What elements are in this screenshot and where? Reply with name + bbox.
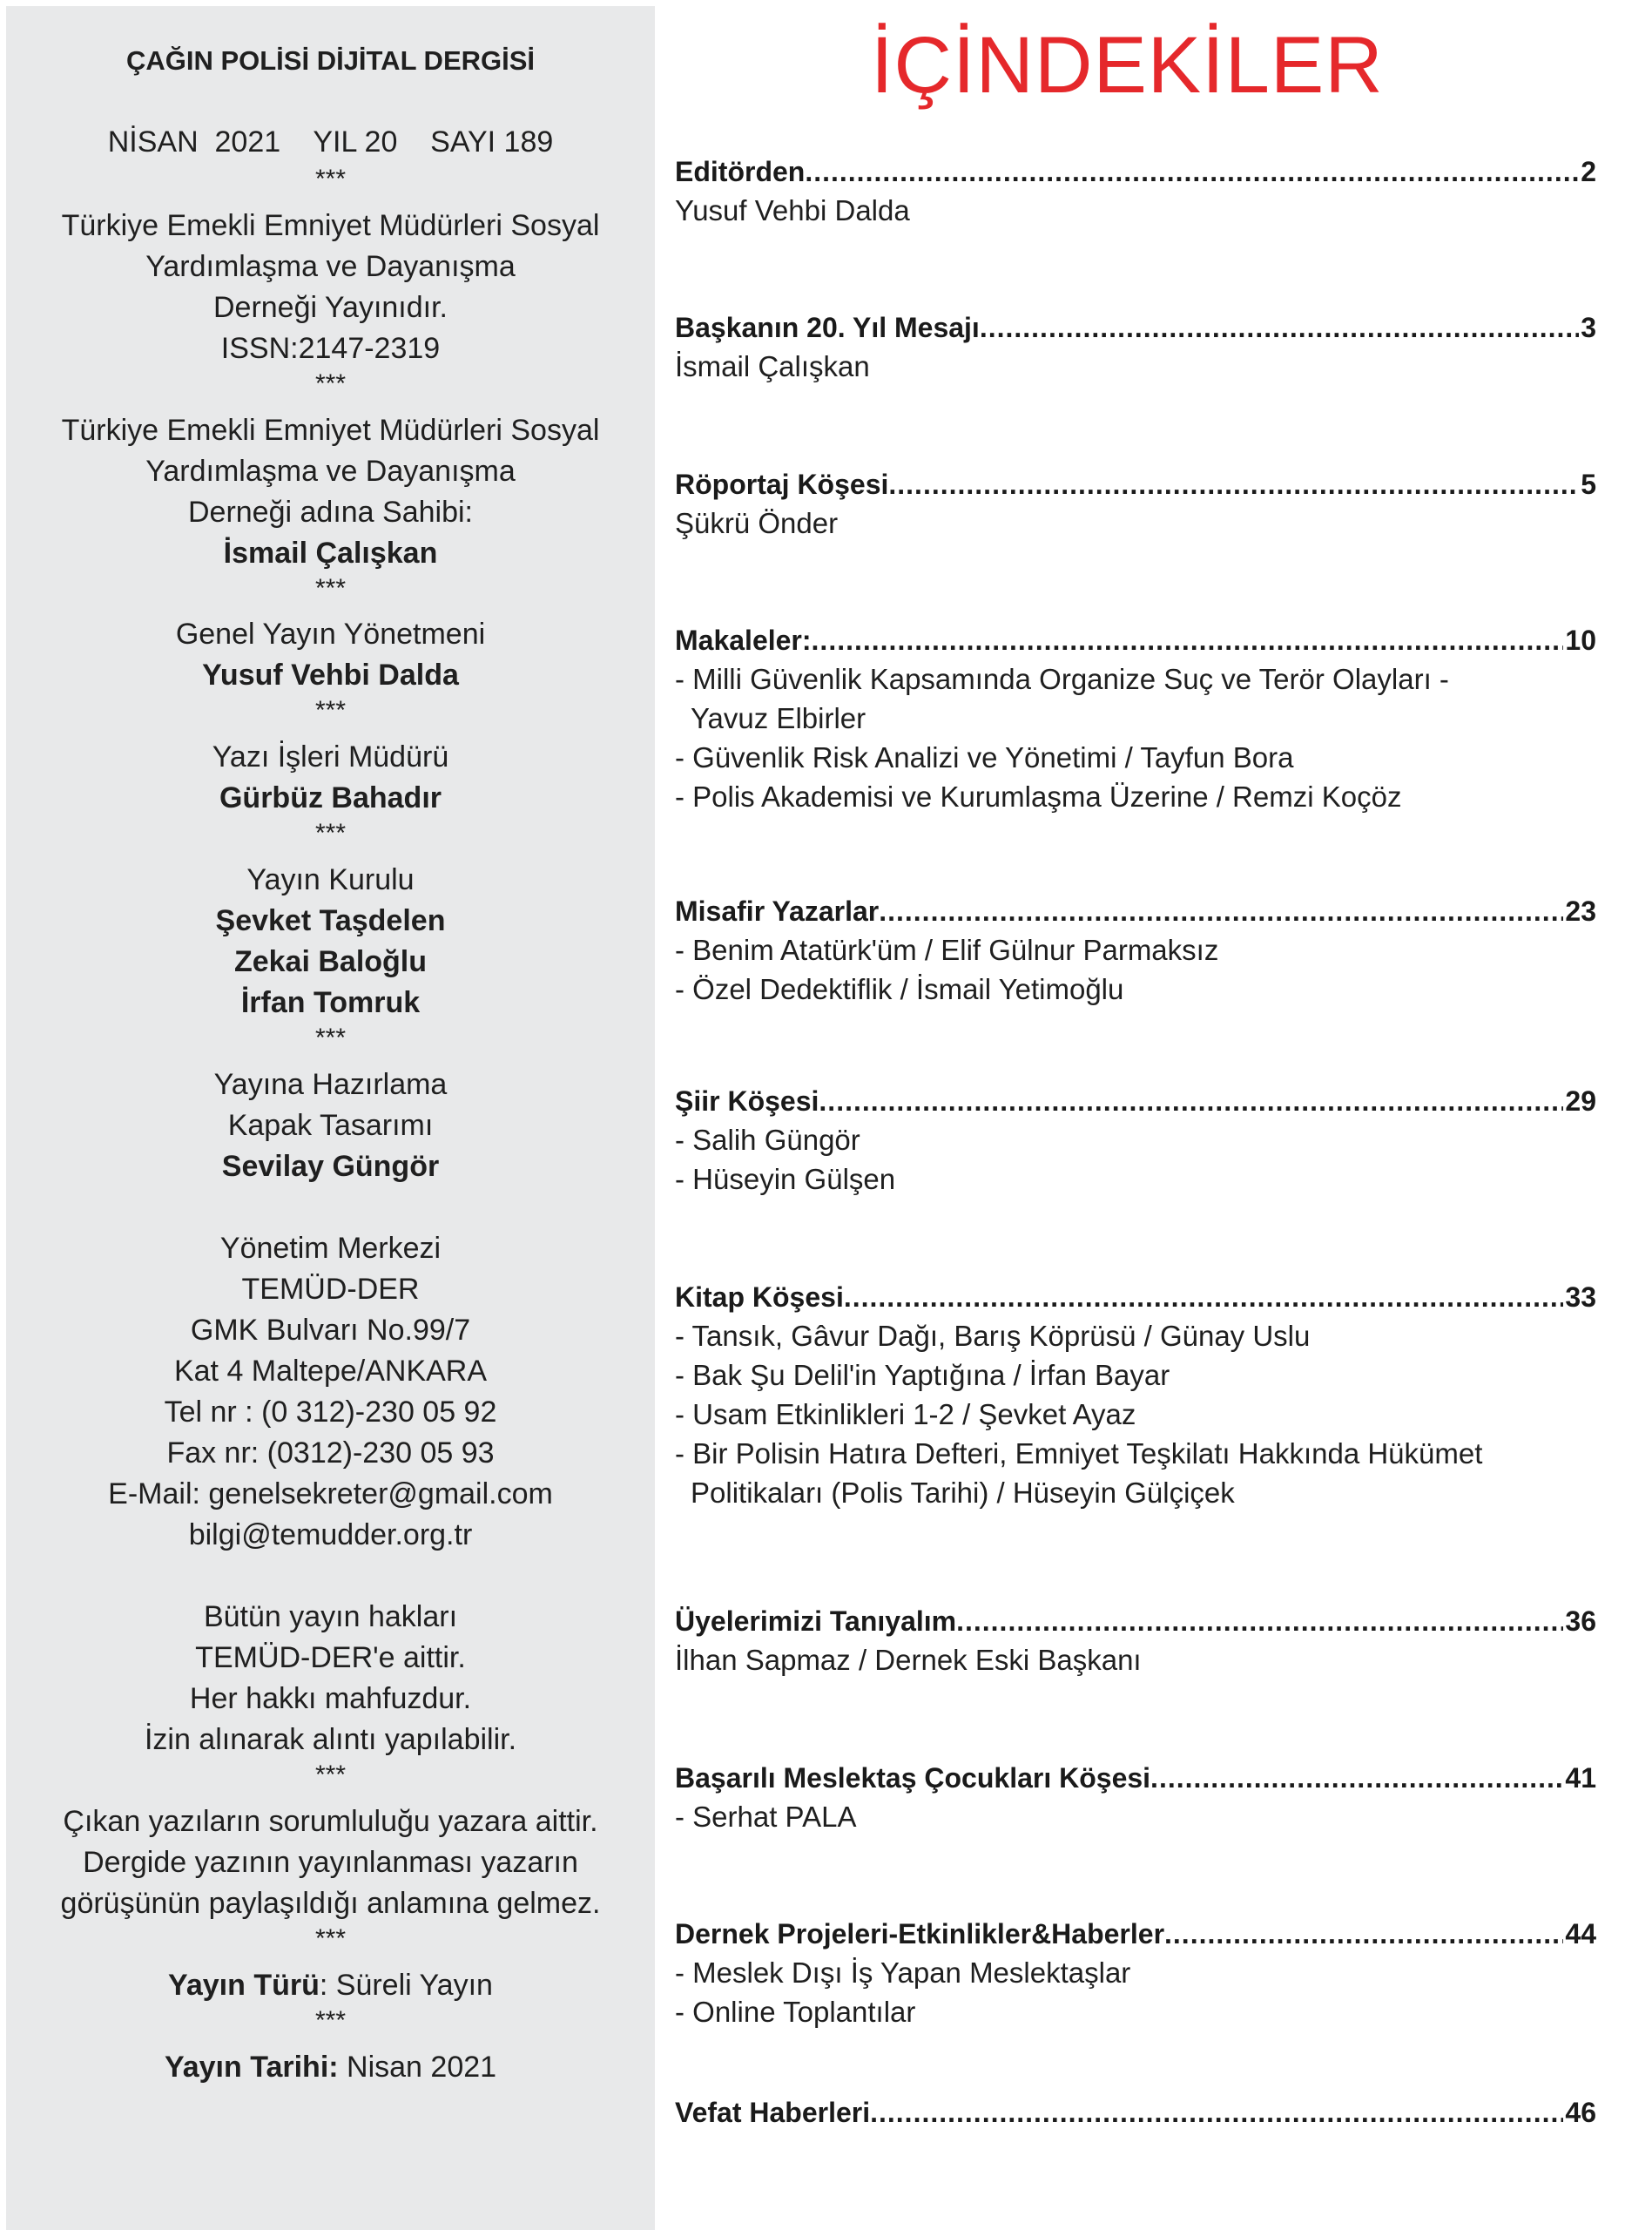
publication-type-value: : Süreli Yayın [319,1969,493,2002]
publication-type-label: Yayın Türü [168,1969,320,2002]
toc-entry-heading [675,465,1596,503]
separator: *** [314,819,347,848]
toc-page-number: 2 [1581,156,1596,187]
toc-entry-title: Kitap Köşesi [675,1281,844,1313]
toc-entry [675,621,1596,816]
toc-entry-subitem: - Bak Şu Delil'in Yaptığına / İrfan Bayar [675,1359,1170,1391]
toc-page-number: 36 [1565,1605,1596,1637]
issue-line: NİSAN 2021 YIL 20 SAYI 189 [107,125,554,159]
publication-type [6,1968,655,2003]
toc-entry [675,1602,1596,1679]
toc-entry-heading [675,892,1596,930]
toc-page-number: 5 [1581,469,1596,500]
managing-name: Gürbüz Bahadır [219,781,442,814]
toc-entry-subitem: - Hüseyin Gülşen [675,1163,896,1195]
toc-leader-dots [844,1278,1564,1316]
toc-entry-heading [675,152,1596,191]
rights-line: TEMÜD-DER'e aittir. [195,1641,466,1674]
separator: *** [314,2006,347,2035]
separator: *** [314,369,347,398]
toc-entry-subitem: Yavuz Elbirler [691,702,866,734]
owner-name: İsmail Çalışkan [223,537,438,570]
toc-leader-dots [870,2093,1563,2132]
toc-entry-subitem: Politikaları (Polis Tarihi) / Hüseyin Gülçiçek [691,1477,1235,1509]
toc-entry [675,152,1596,230]
toc-entry-subitem: - Benim Atatürk'üm / Elif Gülnur Parmaksız [675,934,1219,966]
toc-entry-subitem: - Serhat PALA [675,1801,857,1833]
toc-page-number: 29 [1565,1085,1596,1117]
toc-entry-title: Editörden [675,156,806,187]
address-line: GMK Bulvarı No.99/7 [190,1314,471,1347]
toc-entry [675,2093,1596,2132]
toc-entry-title: Başarılı Meslektaş Çocukları Köşesi [675,1762,1151,1794]
prep-role: Kapak Tasarımı [227,1109,434,1142]
publication-date-label: Yayın Tarihi: [164,2051,339,2084]
toc-leader-dots [879,892,1563,930]
toc-entry-subitem: - Meslek Dışı İş Yapan Meslektaşlar [675,1956,1131,1989]
toc-entry-title: Makaleler: [675,625,812,656]
toc-entry-title: Vefat Haberleri [675,2097,871,2128]
toc-leader-dots [819,1082,1563,1120]
toc-entry-subitem: - Salih Güngör [675,1124,860,1156]
toc-entry-subitem: - Online Toplantılar [675,1996,916,2028]
toc-page-number: 46 [1565,2097,1596,2128]
toc-entry [675,892,1596,1009]
owner-line: Yardımlaşma ve Dayanışma [145,455,516,488]
prep-name: Sevilay Güngör [221,1150,440,1183]
fax-line: Fax nr: (0312)-230 05 93 [166,1436,495,1470]
toc-entry-heading [675,621,1596,659]
editor-role: Genel Yayın Yönetmeni [175,618,486,651]
managing-role: Yazı İşleri Müdürü [212,740,449,774]
publication-date-value: Nisan 2021 [338,2051,497,2084]
email-line: bilgi@temudder.org.tr [188,1518,473,1551]
toc-entry-heading [675,1915,1596,1953]
board-member: Şevket Taşdelen [215,904,446,937]
toc-entry-subitem: - Özel Dedektiflik / İsmail Yetimoğlu [675,973,1124,1005]
toc-entry-title: Şiir Köşesi [675,1085,819,1117]
address-line: TEMÜD-DER [241,1273,420,1306]
toc-entry-subitem: Yusuf Vehbi Dalda [675,194,910,226]
responsibility-line: Dergide yazının yayınlanması yazarın [83,1846,578,1879]
toc-leader-dots [1164,1915,1563,1953]
toc-entry-title: Röportaj Köşesi [675,469,889,500]
toc-entry-title: Başkanın 20. Yıl Mesajı [675,312,980,343]
toc-entry-title: Misafir Yazarlar [675,895,880,927]
editor-name: Yusuf Vehbi Dalda [202,659,459,692]
toc-entry-heading [675,1759,1596,1797]
toc-entry-subitem: - Usam Etkinlikleri 1-2 / Şevket Ayaz [675,1398,1136,1430]
separator: *** [314,1924,347,1953]
toc-entry-subitem: - Tansık, Gâvur Dağı, Barış Köprüsü / Günay Uslu [675,1320,1311,1352]
email-line: E-Mail: genelsekreter@gmail.com [108,1477,553,1510]
rights-line: Bütün yayın hakları [203,1600,458,1633]
toc-entry-heading [675,2093,1596,2132]
toc-page-number: 44 [1565,1918,1596,1950]
toc-entry [675,308,1596,386]
rights-line: İzin alınarak alıntı yapılabilir. [144,1723,517,1756]
toc-entry-heading [675,1278,1596,1316]
toc-entry-subitem: Şükrü Önder [675,507,839,539]
toc-leader-dots [805,152,1579,191]
publication-date [6,2050,655,2085]
toc-page-number: 23 [1565,895,1596,927]
toc-entry-subitem: İsmail Çalışkan [675,350,870,382]
publisher-line: Derneği Yayınıdır. [212,291,448,324]
toc-entry-subitem: - Bir Polisin Hatıra Defteri, Emniyet Teşkilatı Hakkında Hükümet [675,1437,1483,1470]
toc-leader-dots [1150,1759,1563,1797]
toc-entry-heading [675,308,1596,347]
publisher-line: Türkiye Emekli Emniyet Müdürleri Sosyal [61,209,600,242]
board-role: Yayın Kurulu [246,863,415,896]
toc-entry [675,1082,1596,1199]
toc-leader-dots [888,465,1579,503]
toc-page-number: 41 [1565,1762,1596,1794]
toc-page-number: 3 [1581,312,1596,343]
separator: *** [314,165,347,193]
toc-entry [675,465,1596,543]
toc-entry-subitem: - Güvenlik Risk Analizi ve Yönetimi / Tayfun Bora [675,741,1294,774]
toc-leader-dots [812,621,1564,659]
toc-entry-subitem: - Polis Akademisi ve Kurumlaşma Üzerine / Remzi Koçöz [675,780,1402,813]
masthead-panel [6,6,655,2230]
toc-entry-title: Üyelerimizi Tanıyalım [675,1605,957,1637]
owner-line: Türkiye Emekli Emniyet Müdürleri Sosyal [61,414,600,447]
issn: ISSN:2147-2319 [220,332,441,365]
toc-page-number: 33 [1565,1281,1596,1313]
toc-entry-subitem: İlhan Sapmaz / Dernek Eski Başkanı [675,1644,1142,1676]
rights-line: Her hakkı mahfuzdur. [189,1682,472,1715]
toc-entry [675,1278,1596,1512]
owner-line: Derneği adına Sahibi: [187,496,473,529]
responsibility-line: görüşünün paylaşıldığı anlamına gelmez. [60,1887,601,1920]
toc-entry [675,1759,1596,1836]
toc-entry-title: Dernek Projeleri-Etkinlikler&Haberler [675,1918,1165,1950]
address-line: Kat 4 Maltepe/ANKARA [173,1355,488,1388]
toc-entry [675,1915,1596,2031]
separator: *** [314,696,347,725]
toc-page-number: 10 [1565,625,1596,656]
separator: *** [314,1024,347,1052]
phone-line: Tel nr : (0 312)-230 05 92 [164,1395,497,1429]
separator: *** [314,1760,347,1789]
board-member: Zekai Baloğlu [233,945,428,978]
toc-leader-dots [956,1602,1563,1640]
separator: *** [314,574,347,603]
toc-leader-dots [980,308,1579,347]
toc-title: İÇİNDEKİLER [871,21,1384,110]
responsibility-line: Çıkan yazıların sorumluluğu yazara aittir. [63,1805,598,1838]
publisher-line: Yardımlaşma ve Dayanışma [145,250,516,283]
toc-entry-heading [675,1602,1596,1640]
board-member: İrfan Tomruk [240,986,421,1019]
toc-entry-subitem: - Milli Güvenlik Kapsamında Organize Suç ve Terör Olayları - [675,663,1449,695]
prep-role: Yayına Hazırlama [213,1068,448,1101]
magazine-name: ÇAĞIN POLİSİ DİJİTAL DERGİSİ [125,45,536,76]
address-line: Yönetim Merkezi [219,1232,442,1265]
toc-entry-heading [675,1082,1596,1120]
